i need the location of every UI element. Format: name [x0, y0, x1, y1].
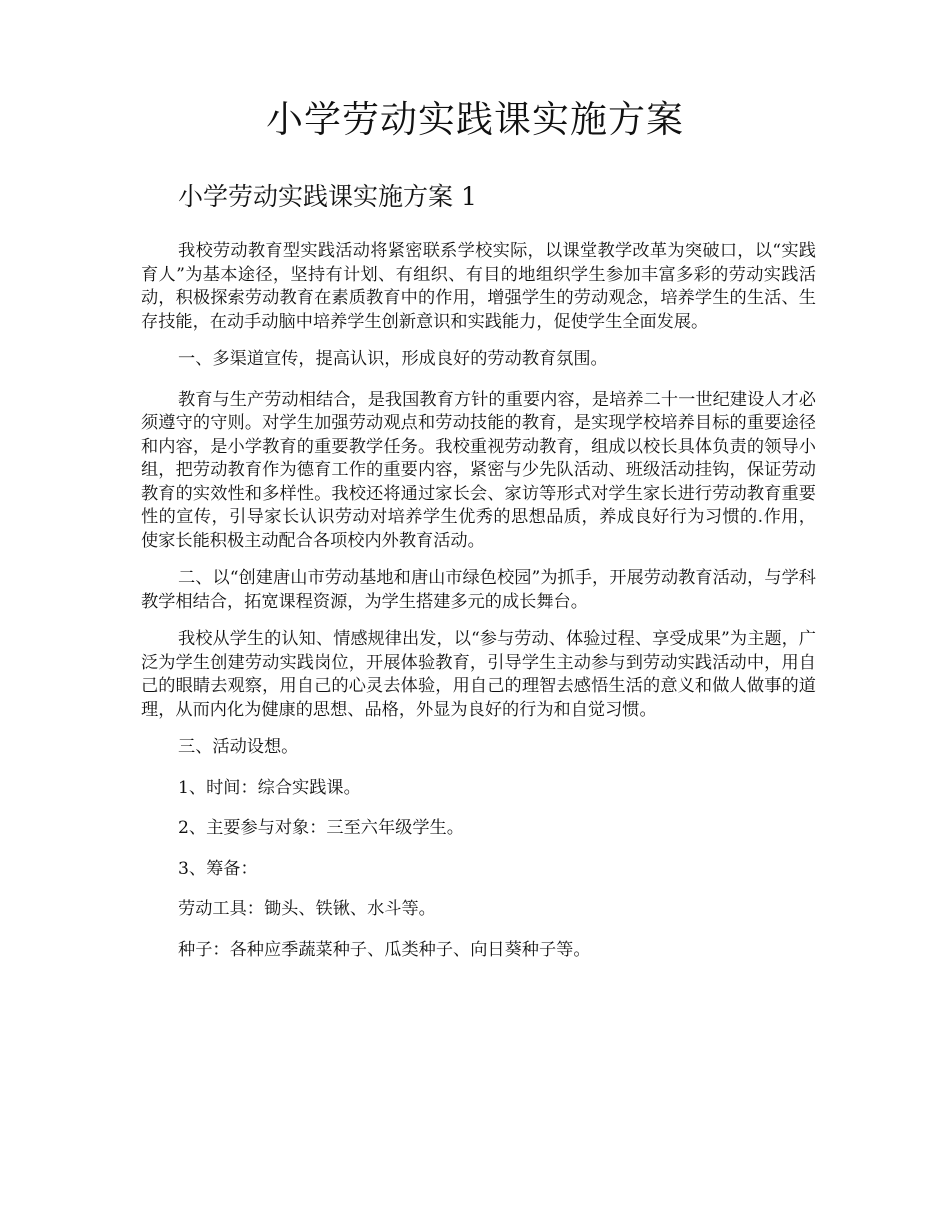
paragraph-part-one: 教育与生产劳动相结合，是我国教育方针的重要内容，是培养二十一世纪建设人才必须遵守的守则。对学生加强劳动观点和劳动技能的教育，是实现学校培养目标的重要途径和内容，是小学教育的重要教学任务。我校重视劳动教育，组成以校长具体负责的领导小组，把劳动教育作为德育工作的重要内容，紧密与少先队活动、班级活动挂钩，保证劳动教育的实效性和多样性。我校还将通过家长会、家访等形式对学生家长进行劳动教育重要性的宣传，引导家长认识劳动对培养学生优秀的思想品质，养成良好行为习惯的.作用，使家长能积极主动配合各项校内外教育活动。: [141, 389, 816, 551]
paragraph-part-two: 我校从学生的认知、情感规律出发，以“参与劳动、体验过程、享受成果”为主题，广泛为学生创建劳动实践岗位，开展体验教育，引导学生主动参与到劳动实践活动中，用自己的眼睛去观察，用自己的心灵去体验，用自己的理智去感悟生活的意义和做人做事的道理，从而内化为健康的思想、品格，外显为良好的行为和自觉习惯。: [141, 629, 816, 720]
list-item-preparation: 3、筹备：: [178, 858, 258, 879]
heading-part-one: 一、多渠道宣传，提高认识，形成良好的劳动教育氛围。: [178, 349, 608, 369]
section-title: 小学劳动实践课实施方案 1: [178, 182, 477, 211]
list-item-tools: 劳动工具：锄头、铁锹、水斗等。: [178, 899, 436, 919]
document-body: [141, 240, 816, 979]
heading-part-two: 二、以“创建唐山市劳动基地和唐山市绿色校园”为抓手，开展劳动教育活动，与学科教学相结合，拓宽课程资源，为学生搭建多元的成长舞台。: [141, 568, 816, 612]
heading-part-three: 三、活动设想。: [178, 737, 299, 757]
paragraph-intro: 我校劳动教育型实践活动将紧密联系学校实际，以课堂教学改革为突破口，以“实践育人”为基本途径，坚持有计划、有组织、有目的地组织学生参加丰富多彩的劳动实践活动，积极探索劳动教育在素质教育中的作用，增强学生的劳动观念，培养学生的生活、生存技能，在动手动脑中培养学生创新意识和实践能力，促使学生全面发展。: [141, 241, 816, 332]
list-item-time: 1、时间：综合实践课。: [178, 777, 361, 798]
list-item-participants: 2、主要参与对象：三至六年级学生。: [178, 818, 464, 838]
list-item-seeds: 种子：各种应季蔬菜种子、瓜类种子、向日葵种子等。: [178, 939, 591, 960]
document-title: 小学劳动实践课实施方案: [266, 98, 684, 141]
